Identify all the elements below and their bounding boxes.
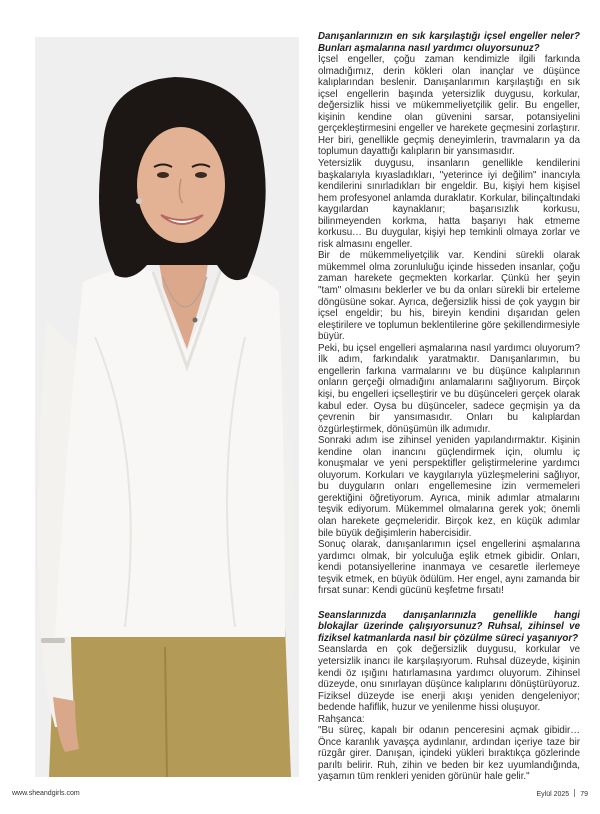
portrait-illustration	[35, 37, 299, 777]
footer-issue	[537, 789, 589, 798]
paragraph: Sonuç olarak, danışanlarımın içsel engellerini aşmalarına yardımcı olmak, bir yolculuğa eşlik etmek gibidir. Onları, kendi potansiyellerine inanmaya ve cesaretle ilerlemeye teşvik etmek, en büyük ödülüm. Her engel, aynı zamanda bir fırsat sunar: Kendi gücünü keşfetme fırsatı!	[318, 539, 580, 597]
quote-intro: Rahşanca:	[318, 713, 365, 725]
paragraph: Sonraki adım ise zihinsel yeniden yapılandırmaktır. Kişinin kendine olan inancını güçlendirmek için, olumlu iç konuşmalar ve yeni perspektifler geliştirmelerine yardımcı oluyorum. Korkuları ve kaygılarıyla yüzleşmelerini sağlıyor, bu duyguların onları engellemesine izin vermemeleri gerektiğini öğretiyorum. Ayrıca, minik adımlar atmalarını teşvik ediyorum. Mükemmel olmalarına gerek yok; önemli olan harekete geçmeleridir. Birçok kez, en küçük adımlar bile büyük değişimlerin habercisidir.	[318, 435, 580, 539]
question-1: Danışanlarınızın en sık karşılaştığı içsel engeller neler? Bunları aşmalarına nasıl yardımcı oluyorsunuz?	[318, 31, 580, 54]
quote: "Bu süreç, kapalı bir odanın penceresini açmak gibidir… Önce karanlık yavaşça aydınlanır, ardından içeriye taze bir rüzgâr girer. Danışan, içindeki yükleri bıraktıkça gözlerinde parıltı belirir. Ruh, zihin ve beden bir kez uyumlandığında, yaşamın tüm renkleri yeniden görünür hale gelir."	[318, 725, 580, 783]
question-2: Seanslarınızda danışanlarınızla genellikle hangi blokajlar üzerinde çalışıyorsunuz? Ruhsal, zihinsel ve fiziksel katmanlarda nasıl bir çözülme süreci yaşanıyor?	[318, 609, 580, 644]
paragraph: Bir de mükemmeliyetçilik var. Kendini sürekli olarak mükemmel olma zorunluluğu içinde hisseden insanlar, çoğu zaman harekete geçmekten korkarlar. Çünkü her şeyin "tam" olmasını beklerler ve bu da onları sürekli bir erteleme döngüsüne sokar. Ayrıca, değersizlik hissi de çok yaygın bir içsel engeldir; bu his, bireyin kendini dışarıdan gelen eleştirilere ve toplumun beklentilerine göre şekillendirmesiyle büyür.	[318, 250, 580, 343]
paragraph: İçsel engeller, çoğu zaman kendimizle ilgili farkında olmadığımız, derin kökleri olan inançlar ve düşünce kalıplarından beslenir. Danışanlarımın karşılaştığı en sık içsel engellerin başında yetersizlik duygusu, korkular, değersizlik hissi ve mükemmeliyetçilik gelir. Bu engeller, kişinin kendine olan güvenini sarsar, potansiyelini gerçekleştirmesini engeller ve harekete geçmesini zorlaştırır. Her biri, genellikle geçmiş deneyimlerin, travmaların ya da toplumun dayattığı kalıpların bir yansımasıdır.	[318, 54, 580, 158]
footer-divider	[574, 789, 575, 797]
footer-website: www.sheandgirls.com	[12, 790, 80, 797]
portrait-photo	[35, 37, 299, 777]
article-column	[318, 31, 580, 783]
paragraph: Yetersizlik duygusu, insanların genellikle kendilerini başkalarıyla kıyasladıkları, "yeterince iyi değilim" inancıyla kendilerini sınırladıkları bir engeldir. Bu, kişiyi hem kişisel hem profesyonel anlamda duraklatır. Korkular, bilinçaltındaki kaygılardan kaynaklanır; başarısızlık korkusu, bilinmeyenden korkma, hatta başarıyı hak etmeme korkusu… Bu duygular, kişiyi hep temkinli olmaya zorlar ve risk almasını engeller.	[318, 158, 580, 250]
page-number: 79	[580, 791, 588, 798]
paragraph: Peki, bu içsel engelleri aşmalarına nasıl yardımcı oluyorum? İlk adım, farkındalık yaratmaktır. Danışanlarımın, bu engellerin farkına varmalarını ve bu düşünce kalıplarının onların gerçeği olmadığını anlamalarını sağlıyorum. Birçok kişi, bu engelleri içselleştirir ve bu düşünceleri gerçek olarak kabul eder. Oysa bu düşünceler, sadece geçmişin ya da çevrenin bir yansımasıdır. Onları bu kalıplardan özgürleştirmek, dönüşümün ilk adımıdır.	[318, 342, 580, 435]
paragraph: Seanslarda en çok değersizlik duygusu, korkular ve yetersizlik inancı ile karşılaşıyorum. Ruhsal düzeyde, kişinin kendi öz ışığını hatırlamasına yardımcı oluyorum. Zihinsel düzeyde, onu sınırlayan düşünce kalıplarını dönüştürüyoruz. Fiziksel düzeyde ise enerji akışı yeniden dengeleniyor; bedende hafiflik, huzur ve yenilenme hissi oluşuyor.	[318, 644, 580, 714]
issue-date: Eylül 2025	[536, 791, 570, 798]
